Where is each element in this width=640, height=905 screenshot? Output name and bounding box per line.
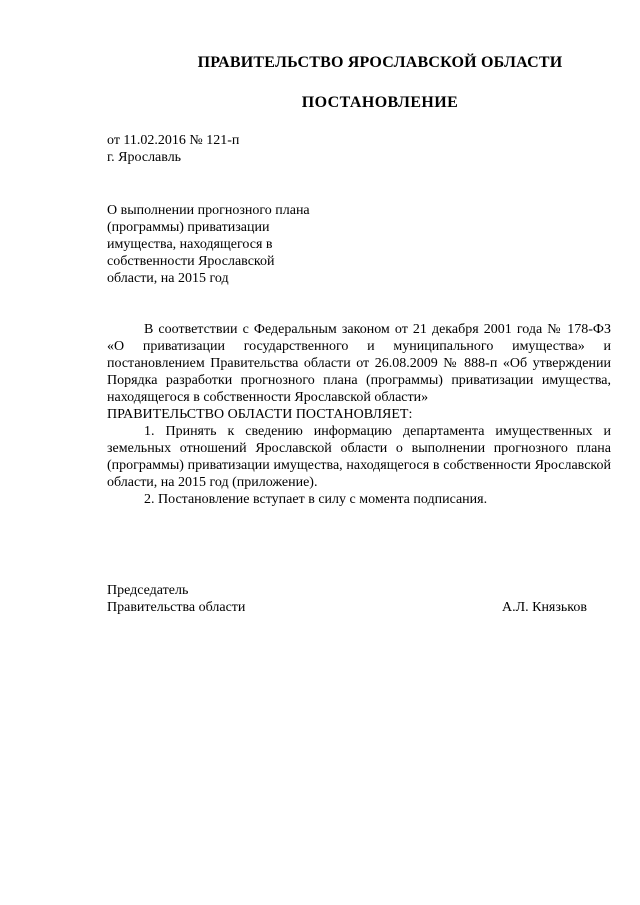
signer-position-line2: Правительства области	[107, 600, 246, 615]
date-number: от 11.02.2016 № 121-п	[107, 133, 240, 148]
document-body	[107, 321, 611, 508]
document-subject	[107, 202, 347, 287]
document-meta	[107, 132, 239, 166]
item-1-paragraph: 1. Принять к сведению информацию департамента имущественных и земельных отношений Ярославской области о выполнении прогнозного плана (программы) приватизации имущества, находящегося в собственности Ярославской области, на 2015 год (приложение).	[107, 424, 611, 490]
signer-name: А.Л. Князьков	[502, 600, 587, 615]
signature-block	[107, 582, 611, 616]
subject-line: имущества, находящегося в	[107, 237, 273, 252]
subject-line: О выполнении прогнозного плана	[107, 203, 310, 218]
decree-heading: ПРАВИТЕЛЬСТВО ОБЛАСТИ ПОСТАНОВЛЯЕТ:	[107, 407, 413, 422]
subject-line: области, на 2015 год	[107, 271, 229, 286]
item-2-paragraph: 2. Постановление вступает в силу с момента подписания.	[144, 492, 488, 507]
organization-title: ПРАВИТЕЛЬСТВО ЯРОСЛАВСКОЙ ОБЛАСТИ	[197, 54, 563, 71]
signer-position-line1: Председатель	[107, 583, 189, 598]
subject-line: (программы) приватизации	[107, 220, 270, 235]
preamble-paragraph: В соответствии с Федеральным законом от 21 декабря 2001 года № 178-ФЗ «О приватизации государственного и муниципального имущества» и постановлением Правительства области от 26.08.2009 № 888-п «Об утверждении Порядка разработки прогнозного плана (программы) приватизации имущества, находящегося в собственности Ярославской области»	[107, 322, 611, 405]
city: г. Ярославль	[107, 150, 182, 165]
document-type-title: ПОСТАНОВЛЕНИЕ	[301, 94, 459, 111]
subject-line: собственности Ярославской	[107, 254, 275, 269]
